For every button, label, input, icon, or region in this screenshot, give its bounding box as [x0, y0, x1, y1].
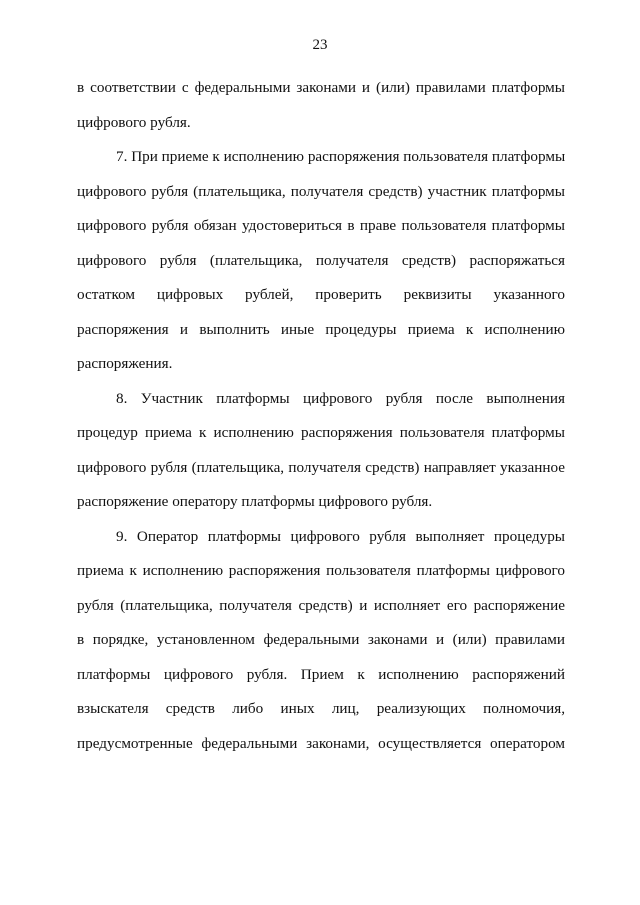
page-number: 23 — [312, 37, 328, 53]
paragraph-7 — [77, 140, 565, 382]
text-line: рубля (плательщика, получателя средств) и исполняет его распоряжение — [77, 596, 565, 614]
text-line: процедур приема к исполнению распоряжения пользователя платформы — [77, 424, 565, 441]
paragraph-continuation — [77, 71, 565, 140]
text-line: в порядке, установленном федеральными законами и (или) правилами — [77, 631, 565, 648]
text-line: распоряжение оператору платформы цифрового рубля. — [77, 493, 433, 510]
text-line: остатком цифровых рублей, проверить реквизиты указанного — [77, 286, 565, 303]
text-line: 7. При приеме к исполнению распоряжения пользователя платформы — [116, 148, 566, 165]
text-line: в соответствии с федеральными законами и (или) правилами платформы — [77, 79, 565, 96]
text-line: 9. Оператор платформы цифрового рубля выполняет процедуры — [116, 527, 565, 545]
text-line: 8. Участник платформы цифрового рубля после выполнения — [116, 389, 565, 407]
text-line: цифрового рубля обязан удостовериться в праве пользователя платформы — [77, 217, 565, 234]
text-line: распоряжения и выполнить иные процедуры приема к исполнению — [77, 320, 565, 338]
paragraph-8 — [77, 382, 565, 520]
text-line: цифрового рубля (плательщика, получателя средств) участник платформы — [77, 182, 565, 200]
text-line: распоряжения. — [77, 355, 173, 372]
text-line: цифрового рубля (плательщика, получателя средств) распоряжаться — [77, 251, 565, 269]
text-line: цифрового рубля. — [77, 113, 191, 131]
text-line: приема к исполнению распоряжения пользователя платформы цифрового — [77, 562, 565, 579]
document-body — [77, 71, 565, 761]
paragraph-9 — [77, 520, 565, 762]
text-line: цифрового рубля (плательщика, получателя средств) направляет указанное — [77, 458, 565, 476]
text-line: платформы цифрового рубля. Прием к исполнению распоряжений — [77, 665, 565, 683]
text-line: предусмотренные федеральными законами, осуществляется оператором — [77, 734, 565, 752]
text-line: взыскателя средств либо иных лиц, реализующих полномочия, — [77, 700, 565, 717]
